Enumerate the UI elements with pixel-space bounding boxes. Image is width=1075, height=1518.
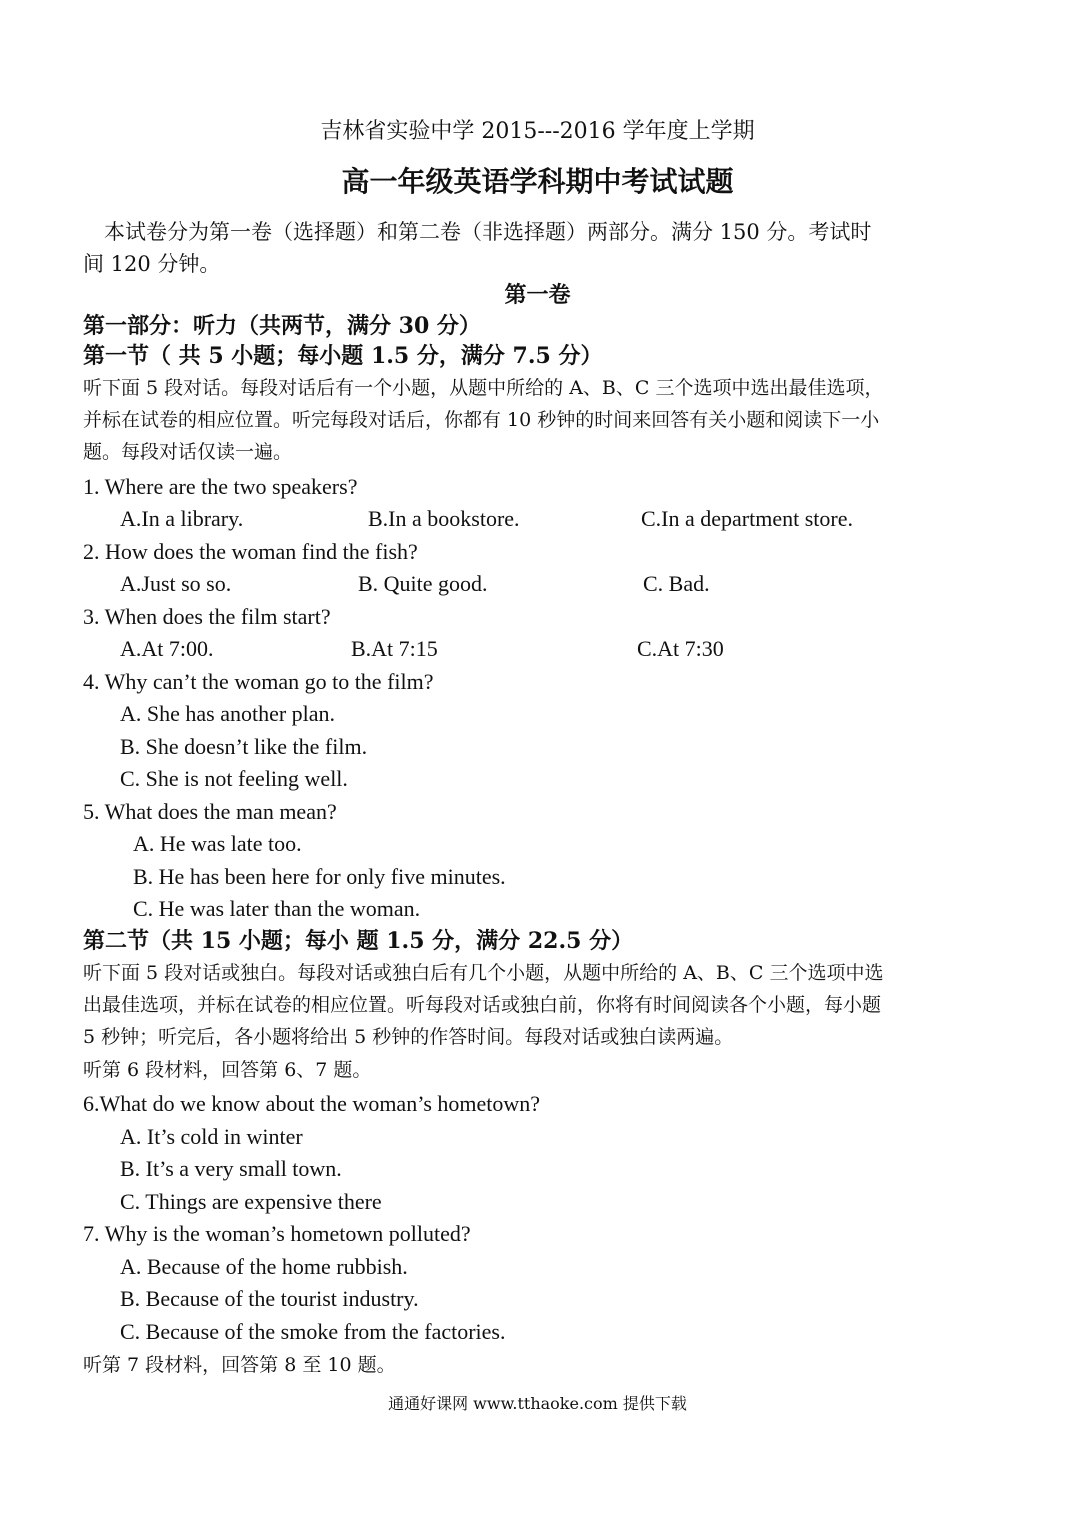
question-1-option-a: A.In a library. — [120, 506, 244, 531]
question-6-option-a: A. It’s cold in winter — [120, 1124, 303, 1149]
section2-title: 第二节（共 15 小题；每小 题 1.5 分，满分 22.5 分） — [83, 928, 634, 954]
question-5-stem: 5. What does the man mean? — [83, 799, 337, 824]
question-2-option-a: A.Just so so. — [120, 571, 232, 596]
intro-line-2: 间 120 分钟。 — [83, 252, 221, 276]
material-7-note: 听第 7 段材料，回答第 8 至 10 题。 — [83, 1354, 396, 1376]
question-5-option-b: B. He has been here for only five minutes. — [133, 864, 506, 889]
question-7-stem: 7. Why is the woman’s hometown polluted? — [83, 1221, 471, 1246]
question-4-option-c: C. She is not feeling well. — [120, 766, 348, 791]
question-4-option-b: B. She doesn’t like the film. — [120, 734, 368, 759]
section1-title: 第一节（ 共 5 小题；每小题 1.5 分，满分 7.5 分） — [83, 343, 603, 369]
part1-title: 第一部分：听力（共两节，满分 30 分） — [83, 313, 481, 339]
question-6-stem: 6.What do we know about the woman’s hometown? — [83, 1091, 541, 1116]
question-1-option-b: B.In a bookstore. — [368, 506, 520, 531]
section1-instruction: 题。每段对话仅读一遍。 — [83, 441, 293, 463]
exam-title: 高一年级英语学科期中考试试题 — [341, 165, 734, 198]
section2-instruction: 听下面 5 段对话或独白。每段对话或独白后有几个小题，从题中所给的 A、B、C 三个选项中选 — [83, 962, 884, 984]
question-7-option-a: A. Because of the home rubbish. — [120, 1254, 408, 1279]
question-6-option-b: B. It’s a very small town. — [120, 1156, 342, 1181]
question-2-stem: 2. How does the woman find the fish? — [83, 539, 418, 564]
question-4-stem: 4. Why can’t the woman go to the film? — [83, 669, 434, 694]
school-header: 吉林省实验中学 2015---2016 学年度上学期 — [320, 119, 755, 144]
page-footer: 通通好课网 www.tthaoke.com 提供下载 — [388, 1394, 687, 1413]
section1-instruction: 并标在试卷的相应位置。听完每段对话后，你都有 10 秒钟的时间来回答有关小题和阅读下一小 — [83, 409, 880, 431]
question-1-option-c: C.In a department store. — [641, 506, 853, 531]
volume-title: 第一卷 — [504, 282, 571, 308]
question-5-option-c: C. He was later than the woman. — [133, 896, 421, 921]
question-3-option-c: C.At 7:30 — [637, 636, 724, 661]
question-6-option-c: C. Things are expensive there — [120, 1189, 382, 1214]
intro-line-1: 本试卷分为第一卷（选择题）和第二卷（非选择题）两部分。满分 150 分。考试时 — [104, 220, 872, 244]
section1-instruction: 听下面 5 段对话。每段对话后有一个小题，从题中所给的 A、B、C 三个选项中选出最佳选项， — [83, 377, 884, 399]
material-6-note: 听第 6 段材料，回答第 6、7 题。 — [83, 1059, 372, 1081]
question-7-option-c: C. Because of the smoke from the factories. — [120, 1319, 506, 1344]
question-7-option-b: B. Because of the tourist industry. — [120, 1286, 419, 1311]
section2-instruction: 出最佳选项，并标在试卷的相应位置。听每段对话或独白前，你将有时间阅读各个小题，每小题 — [83, 994, 882, 1016]
question-1-stem: 1. Where are the two speakers? — [83, 474, 358, 499]
question-2-option-c: C. Bad. — [643, 571, 710, 596]
question-3-stem: 3. When does the film start? — [83, 604, 331, 629]
question-4-option-a: A. She has another plan. — [120, 701, 336, 726]
section2-instruction: 5 秒钟；听完后，各小题将给出 5 秒钟的作答时间。每段对话或独白读两遍。 — [83, 1026, 734, 1048]
question-3-option-b: B.At 7:15 — [351, 636, 438, 661]
question-2-option-b: B. Quite good. — [358, 571, 488, 596]
question-5-option-a: A. He was late too. — [133, 831, 302, 856]
question-3-option-a: A.At 7:00. — [120, 636, 214, 661]
